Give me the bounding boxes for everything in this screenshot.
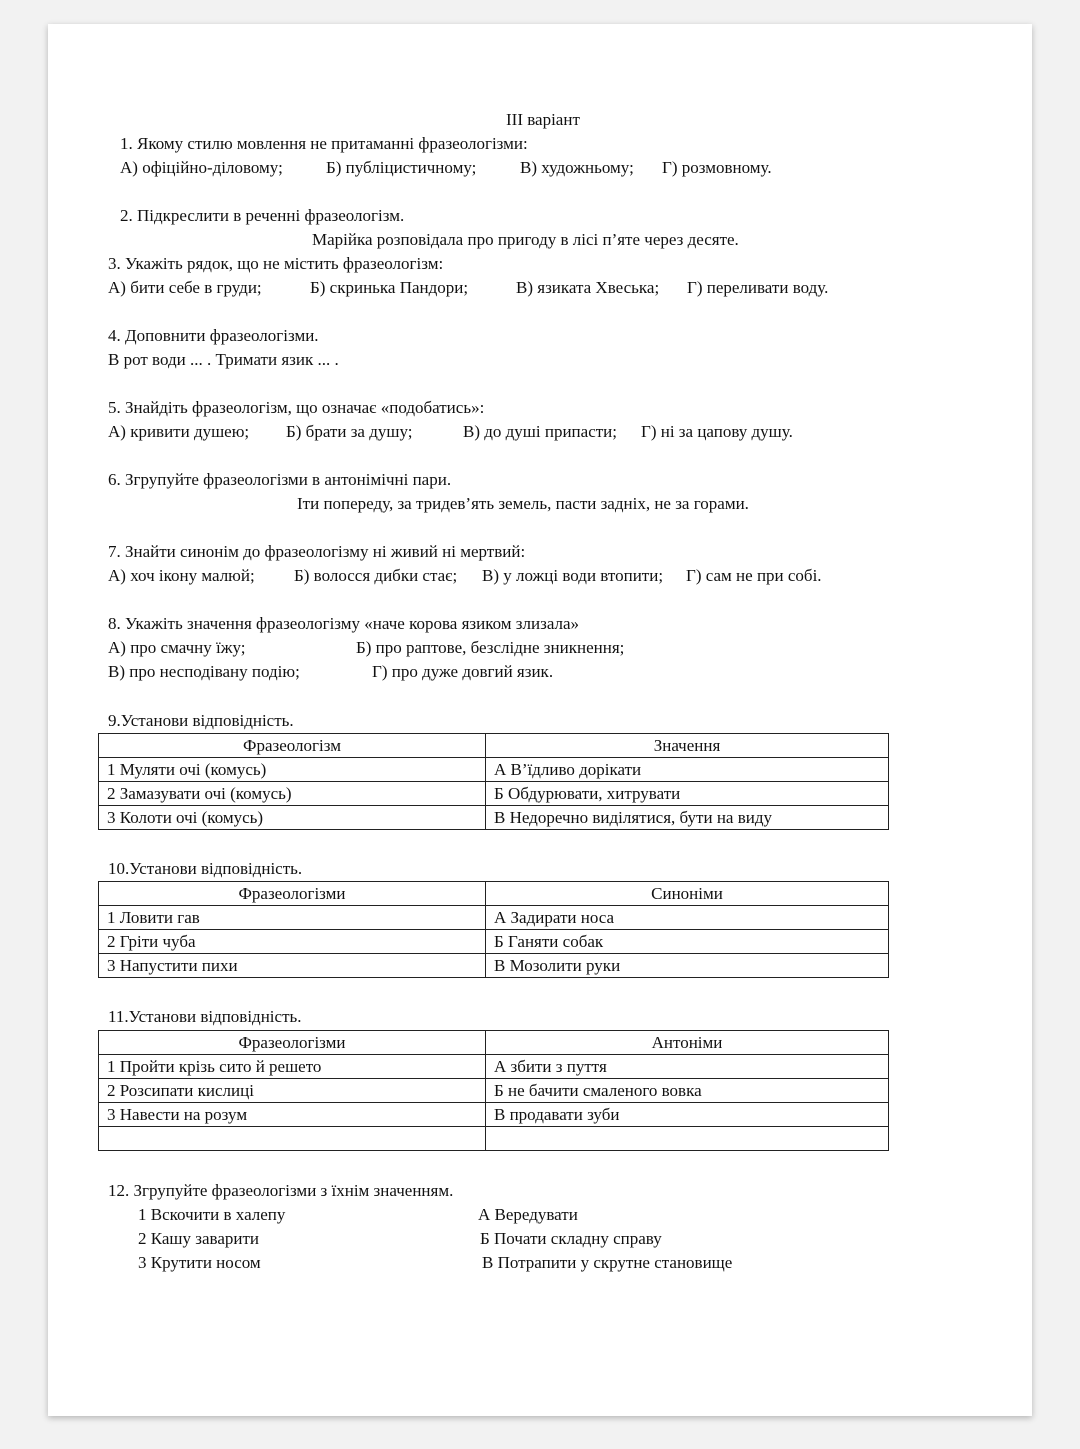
q8-question: 8. Укажіть значення фразеологізму «наче корова язиком злизала» bbox=[108, 614, 580, 633]
q1-option-d: Г) розмовному. bbox=[662, 158, 772, 177]
table-cell: 2 Замазувати очі (комусь) bbox=[99, 782, 486, 806]
q2-sentence: Марійка розповідала про пригоду в лісі п’яте через десяте. bbox=[312, 230, 739, 249]
table-row bbox=[99, 1055, 889, 1079]
table-header-cell: Значення bbox=[486, 734, 889, 758]
table-cell: 1 Муляти очі (комусь) bbox=[99, 758, 486, 782]
q12-right-item: Б Почати складну справу bbox=[480, 1229, 662, 1248]
q4-question: 4. Доповнити фразеологізми. bbox=[108, 326, 319, 345]
table-header-cell: Антоніми bbox=[486, 1031, 889, 1055]
table-cell: А збити з пуття bbox=[486, 1055, 889, 1079]
q7-option-d: Г) сам не при собі. bbox=[686, 566, 822, 585]
table-row bbox=[99, 906, 889, 930]
q3-option-b: Б) скринька Пандори; bbox=[310, 278, 469, 297]
q3-option-c: В) язиката Хвеська; bbox=[516, 278, 660, 297]
q1-option-c: В) художньому; bbox=[520, 158, 634, 177]
q8-option-d: Г) про дуже довгий язик. bbox=[372, 662, 554, 681]
table-header-cell: Синоніми bbox=[486, 882, 889, 906]
q3-question: 3. Укажіть рядок, що не містить фразеологізм: bbox=[108, 254, 444, 273]
q6-question: 6. Згрупуйте фразеологізми в антонімічні пари. bbox=[108, 470, 452, 489]
q12-right-item: В Потрапити у скрутне становище bbox=[482, 1253, 733, 1272]
q12-left-item: 2 Кашу заварити bbox=[138, 1229, 259, 1248]
q7-option-a: А) хоч ікону малюй; bbox=[108, 566, 255, 585]
table-cell: В Мозолити руки bbox=[486, 954, 889, 978]
q5-option-b: Б) брати за душу; bbox=[286, 422, 413, 441]
q5-option-d: Г) ні за цапову душу. bbox=[641, 422, 793, 441]
q12-left-item: 1 Вскочити в халепу bbox=[138, 1205, 286, 1224]
table-header-cell: Фразеологізм bbox=[99, 734, 486, 758]
q4-line: В рот води ... . Тримати язик ... . bbox=[108, 350, 339, 369]
q5-question: 5. Знайдіть фразеологізм, що означає «подобатись»: bbox=[108, 398, 485, 417]
q2-question: 2. Підкреслити в реченні фразеологізм. bbox=[120, 206, 405, 225]
q8-option-a: А) про смачну їжу; bbox=[108, 638, 246, 657]
q7-question: 7. Знайти синонім до фразеологізму ні живий ні мертвий: bbox=[108, 542, 526, 561]
q11-question: 11.Установи відповідність. bbox=[108, 1007, 302, 1026]
table-header-row bbox=[99, 882, 889, 906]
q6-line: Іти попереду, за тридев’ять земель, пасти задніх, не за горами. bbox=[297, 494, 749, 513]
q7-option-c: В) у ложці води втопити; bbox=[482, 566, 664, 585]
table-cell: В продавати зуби bbox=[486, 1103, 889, 1127]
q12-question: 12. Згрупуйте фразеологізми з їхнім значенням. bbox=[108, 1181, 454, 1200]
table-header-cell: Фразеологізми bbox=[99, 1031, 486, 1055]
q5-option-c: В) до душі припасти; bbox=[463, 422, 617, 441]
q1-option-a: А) офіційно-діловому; bbox=[120, 158, 283, 177]
q3-option-a: А) бити себе в груди; bbox=[108, 278, 262, 297]
table-cell: Б Обдурювати, хитрувати bbox=[486, 782, 889, 806]
q12-left-item: 3 Крутити носом bbox=[138, 1253, 261, 1272]
table-cell: Б Ганяти собак bbox=[486, 930, 889, 954]
table-cell: А В’їдливо дорікати bbox=[486, 758, 889, 782]
q11-table bbox=[98, 1030, 889, 1151]
table-cell: 1 Ловити гав bbox=[99, 906, 486, 930]
document-page bbox=[48, 24, 1032, 1416]
variant-title: ІІІ варіант bbox=[506, 110, 580, 129]
table-cell: 3 Колоти очі (комусь) bbox=[99, 806, 486, 830]
table-header-row bbox=[99, 734, 889, 758]
q9-table bbox=[98, 733, 889, 830]
table-cell: 3 Навести на розум bbox=[99, 1103, 486, 1127]
q8-option-b: Б) про раптове, безслідне зникнення; bbox=[356, 638, 625, 657]
table-cell: 2 Розсипати кислиці bbox=[99, 1079, 486, 1103]
q1-option-b: Б) публіцистичному; bbox=[326, 158, 477, 177]
table-row bbox=[99, 1127, 889, 1151]
q3-option-d: Г) переливати воду. bbox=[687, 278, 829, 297]
table-cell: В Недоречно виділятися, бути на виду bbox=[486, 806, 889, 830]
table-row bbox=[99, 806, 889, 830]
table-row bbox=[99, 1079, 889, 1103]
table-cell: 3 Напустити пихи bbox=[99, 954, 486, 978]
table-cell: 2 Гріти чуба bbox=[99, 930, 486, 954]
q10-table bbox=[98, 881, 889, 978]
table-cell: Б не бачити смаленого вовка bbox=[486, 1079, 889, 1103]
q5-option-a: А) кривити душею; bbox=[108, 422, 250, 441]
table-header-row bbox=[99, 1031, 889, 1055]
table-row bbox=[99, 954, 889, 978]
q7-option-b: Б) волосся дибки стає; bbox=[294, 566, 458, 585]
table-row bbox=[99, 758, 889, 782]
table-cell: 1 Пройти крізь сито й решето bbox=[99, 1055, 486, 1079]
table-row bbox=[99, 1103, 889, 1127]
table-cell: А Задирати носа bbox=[486, 906, 889, 930]
table-cell bbox=[99, 1127, 486, 1151]
table-cell bbox=[486, 1127, 889, 1151]
q1-question: 1. Якому стилю мовлення не притаманні фразеологізми: bbox=[120, 134, 528, 153]
table-row bbox=[99, 782, 889, 806]
q9-question: 9.Установи відповідність. bbox=[108, 711, 294, 730]
q10-question: 10.Установи відповідність. bbox=[108, 859, 303, 878]
table-header-cell: Фразеологізми bbox=[99, 882, 486, 906]
q8-option-c: В) про несподівану подію; bbox=[108, 662, 300, 681]
q12-right-item: А Вередувати bbox=[478, 1205, 578, 1224]
table-row bbox=[99, 930, 889, 954]
